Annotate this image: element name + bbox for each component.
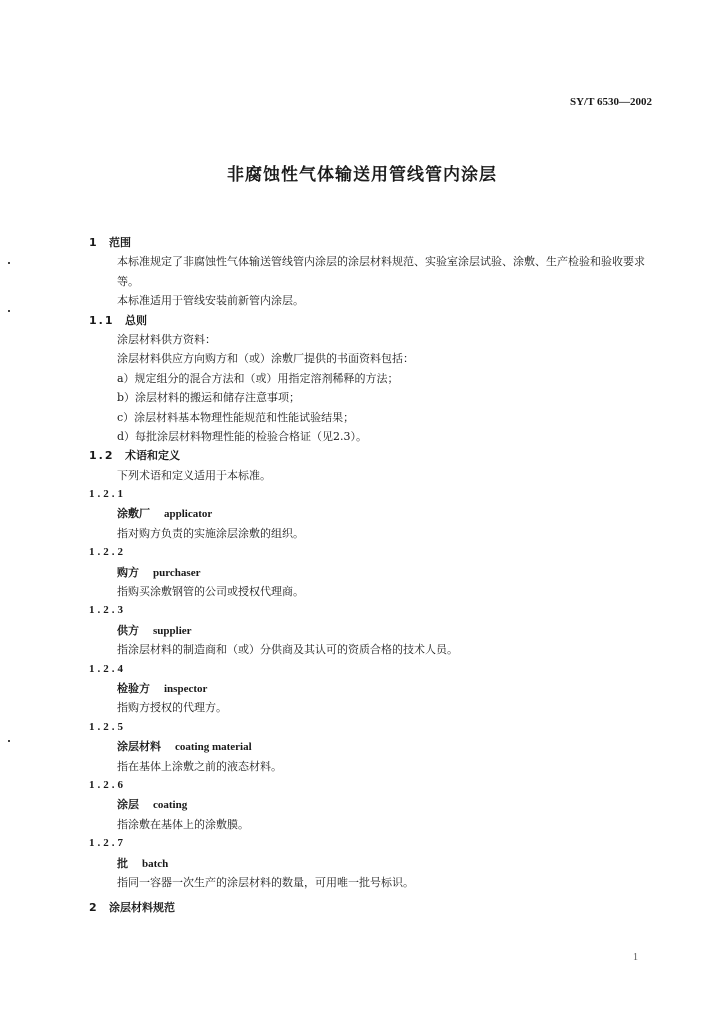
term-en: supplier bbox=[153, 624, 192, 637]
term-definition: 指购方授权的代理方。 bbox=[117, 701, 227, 715]
list-item-b: b）涂层材料的搬运和储存注意事项； bbox=[117, 391, 301, 405]
term-heading bbox=[89, 737, 661, 756]
term-en: purchaser bbox=[153, 566, 201, 579]
section-title: 涂层材料规范 bbox=[109, 901, 175, 915]
section-number: 1 bbox=[89, 236, 97, 249]
subsection-number: 1.1 bbox=[89, 313, 115, 327]
section-heading-2 bbox=[89, 898, 661, 917]
scan-speck bbox=[8, 740, 10, 742]
definitions-intro: 下列术语和定义适用于本标准。 bbox=[117, 468, 271, 482]
term-cn: 涂层材料 bbox=[117, 740, 161, 754]
general-line: 涂层材料供方资料： bbox=[117, 332, 216, 346]
subsection-heading-1-1 bbox=[89, 311, 661, 330]
term-definition: 指购买涂敷钢管的公司或授权代理商。 bbox=[117, 585, 304, 599]
term-cn: 检验方 bbox=[117, 682, 150, 695]
subsection-heading-1-2 bbox=[89, 446, 661, 465]
scan-speck bbox=[8, 310, 10, 312]
term-en: coating bbox=[153, 799, 188, 812]
general-line: 涂层材料供应方向购方和（或）涂敷厂提供的书面资料包括： bbox=[117, 352, 414, 366]
term-en: inspector bbox=[164, 683, 208, 695]
term-en: batch bbox=[142, 857, 169, 870]
subsection-title: 术语和定义 bbox=[125, 449, 180, 463]
scope-paragraph-2: 本标准适用于管线安装前新管内涂层。 bbox=[117, 294, 304, 308]
term-cn: 涂敷厂 bbox=[117, 507, 150, 521]
term-heading bbox=[89, 504, 661, 523]
term-en: applicator bbox=[164, 508, 213, 521]
section-title: 范围 bbox=[109, 236, 131, 249]
standard-code: SY/T 6530—2002 bbox=[569, 96, 652, 108]
term-number: 1.2.1 bbox=[89, 488, 126, 501]
term-heading bbox=[89, 563, 661, 582]
page-number: 1 bbox=[633, 952, 638, 963]
subsection-number: 1.2 bbox=[89, 449, 115, 463]
term-number: 1.2.7 bbox=[89, 837, 126, 850]
list-item-d: d）每批涂层材料物理性能的检验合格证（见2.3）。 bbox=[117, 429, 368, 443]
term-definition: 指在基体上涂敷之前的液态材料。 bbox=[117, 759, 282, 773]
scope-paragraph-1: 本标准规定了非腐蚀性气体输送管线管内涂层的涂层材料规范、实验室涂层试验、涂敷、生产检验和验收要求等。 bbox=[117, 255, 645, 288]
term-number: 1.2.2 bbox=[89, 546, 126, 559]
term-definition: 指涂敷在基体上的涂敷膜。 bbox=[117, 817, 249, 831]
term-number: 1.2.6 bbox=[89, 778, 126, 791]
term-definition: 指涂层材料的制造商和（或）分供商及其认可的资质合格的技术人员。 bbox=[117, 643, 458, 657]
document-body bbox=[89, 233, 661, 918]
term-cn: 购方 bbox=[117, 565, 139, 579]
term-heading bbox=[89, 854, 661, 873]
subsection-title: 总则 bbox=[125, 313, 147, 327]
term-heading bbox=[89, 621, 661, 640]
scan-speck bbox=[8, 262, 10, 264]
section-number: 2 bbox=[89, 901, 97, 915]
term-heading bbox=[89, 795, 661, 814]
term-cn: 涂层 bbox=[117, 798, 139, 812]
document-title: 非腐蚀性气体输送用管线管内涂层 bbox=[227, 165, 497, 185]
term-cn: 供方 bbox=[117, 623, 139, 637]
term-heading bbox=[89, 679, 661, 698]
term-en: coating material bbox=[175, 741, 252, 754]
term-definition: 指同一容器一次生产的涂层材料的数量，可用唯一批号标识。 bbox=[117, 875, 414, 889]
list-item-c: c）涂层材料基本物理性能规范和性能试验结果； bbox=[117, 410, 355, 424]
term-number: 1.2.3 bbox=[89, 604, 126, 617]
term-definition: 指对购方负责的实施涂层涂敷的组织。 bbox=[117, 526, 304, 540]
list-item-a: a）规定组分的混合方法和（或）用指定溶剂稀释的方法； bbox=[117, 371, 399, 385]
term-cn: 批 bbox=[117, 856, 128, 870]
term-number: 1.2.5 bbox=[89, 720, 126, 733]
section-heading-1 bbox=[89, 233, 661, 252]
term-number: 1.2.4 bbox=[89, 662, 126, 675]
